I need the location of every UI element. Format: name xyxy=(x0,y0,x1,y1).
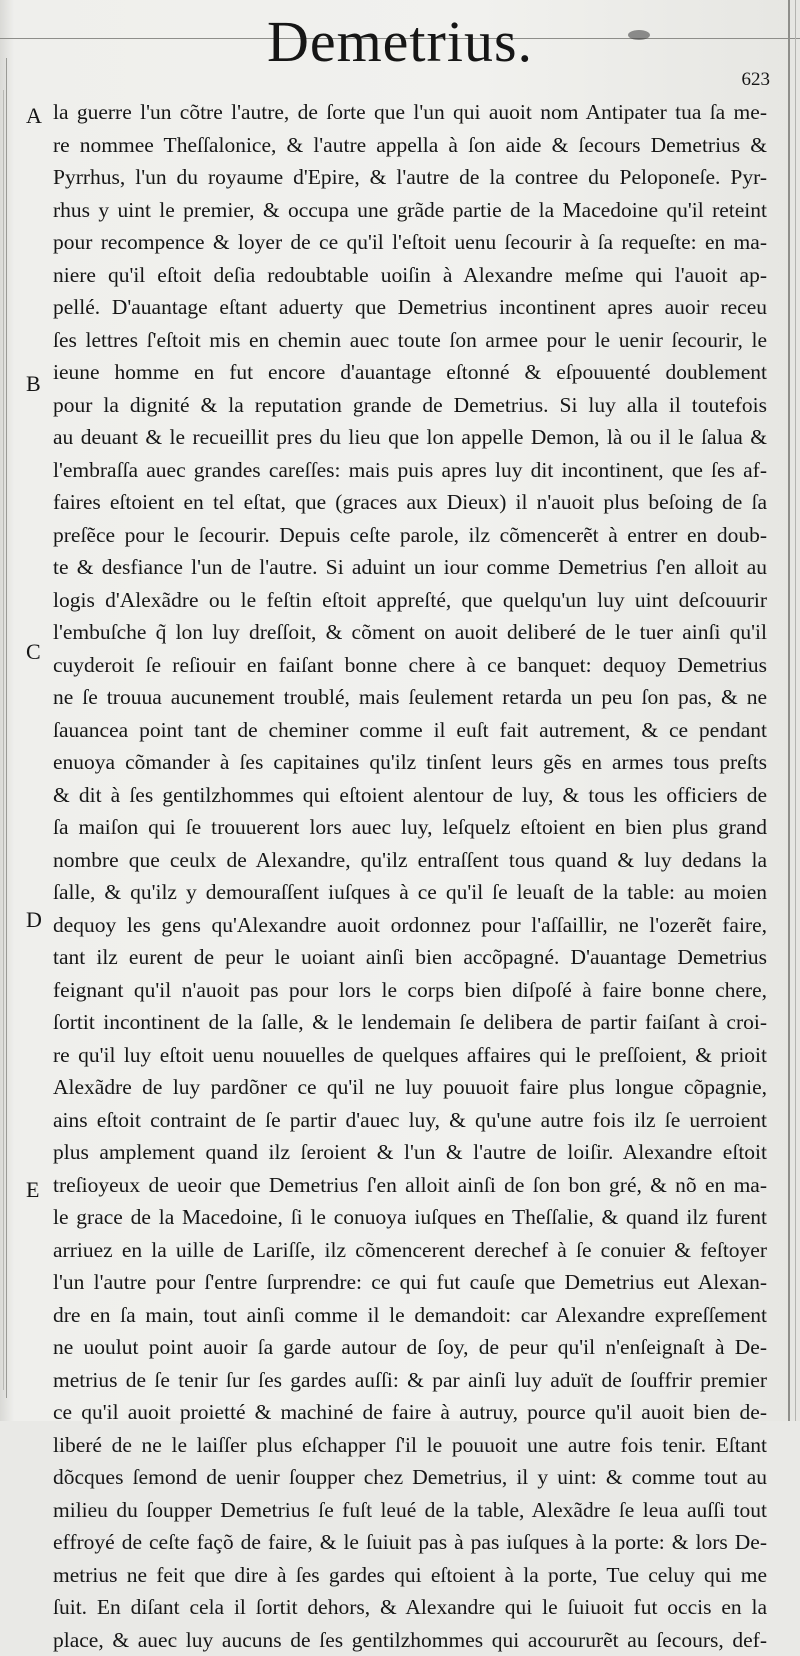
text-line: re nommee Theſſalonice, & l'autre appella à ſon aide & ſecours Demetrius & xyxy=(53,129,767,162)
text-line: ſa maiſon qui ſe trouuerent lors auec luy, leſquelz eſtoient en bien plus grand xyxy=(53,811,767,844)
text-line: dõcques ſemond de uenir ſoupper chez Demetrius, il y uint: & comme tout au xyxy=(53,1461,767,1494)
text-line: ſuit. En diſant cela il ſortit dehors, & Alexandre qui le ſuiuoit fut occis en la xyxy=(53,1591,767,1624)
text-line: niere qu'il eſtoit deſia redoubtable uoiſin à Alexandre meſme qui l'auoit ap- xyxy=(53,259,767,292)
text-line: pour la dignité & la reputation grande de Demetrius. Si luy alla il toutefois xyxy=(53,389,767,422)
text-line: dequoy les gens qu'Alexandre auoit ordonnez pour l'aſſaillir, ne l'ozerẽt faire, xyxy=(53,909,767,942)
section-marker-e: E xyxy=(26,1178,39,1202)
right-margin-rule xyxy=(788,0,790,1421)
text-line: faires eſtoient en tel eſtat, que (graces aux Dieux) il n'auoit plus beſoing de ſa xyxy=(53,486,767,519)
text-line: re qu'il luy eſtoit uenu nouuelles de quelques affaires qui le preſſoient, & prioit xyxy=(53,1039,767,1072)
section-marker-c: C xyxy=(26,640,41,664)
text-line: rhus y uint le premier, & occupa une grãde partie de la Macedoine qu'il reteint xyxy=(53,194,767,227)
text-line: metrius de ſe tenir ſur ſes gardes auſſi: & par ainſi luy aduït de ſouffrir premier xyxy=(53,1364,767,1397)
text-line: le grace de la Macedoine, ſi le conuoya iuſques en Theſſalie, & quand ilz furent xyxy=(53,1201,767,1234)
text-line: l'embuſche q̃ lon luy dreſſoit, & cõment on auoit deliberé de le tuer ainſi qu'il xyxy=(53,616,767,649)
text-line: preſẽce pour le ſecourir. Depuis ceſte parole, ilz cõmencerẽt à entrer en doub- xyxy=(53,519,767,552)
text-line: ce qu'il auoit proietté & machiné de faire à autruy, pource qu'il auoit bien de- xyxy=(53,1396,767,1429)
page-number: 623 xyxy=(742,70,771,90)
text-line: enuoya cõmander à ſes capitaines qu'ilz tinſent leurs gẽs en armes tous preſts xyxy=(53,746,767,779)
text-line: l'un l'autre pour ſ'entre ſurprendre: ce qui fut cauſe que Demetrius eut Alexan- xyxy=(53,1266,767,1299)
section-marker-b: B xyxy=(26,372,41,396)
text-line: metrius ne feit que dire à ſes gardes qui eſtoient à la porte, Tue celuy qui me xyxy=(53,1559,767,1592)
text-line: dre en ſa main, tout ainſi comme il le demandoit: car Alexandre expreſſement xyxy=(53,1299,767,1332)
text-line: & dit à ſes gentilzhommes qui eſtoient alentour de luy, & tous les officiers de xyxy=(53,779,767,812)
text-line: ains eſtoit contraint de ſe partir d'auec luy, & qu'une autre fois ilz ſe uerroient xyxy=(53,1104,767,1137)
left-margin-rule-outer xyxy=(3,90,4,1390)
left-margin-rule xyxy=(6,58,7,1398)
text-line: treſioyeux de ueoir que Demetrius ſ'en alloit ainſi de ſon bon gré, & nõ en ma- xyxy=(53,1169,767,1202)
text-line: logis d'Alexãdre ou le feſtin eſtoit appreſté, que quelqu'un luy uint deſcouurir xyxy=(53,584,767,617)
text-line: arriuez en la uille de Lariſſe, ilz cõmencerent derechef à ſe conuier & feſtoyer xyxy=(53,1234,767,1267)
running-header-title: Demetrius. xyxy=(0,10,800,74)
text-line: ieune homme en fut encore d'auantage eſtonné & eſpouuenté doublement xyxy=(53,356,767,389)
body-text xyxy=(53,96,767,1656)
text-line: place, & auec luy aucuns de ſes gentilzhommes qui accoururẽt au ſecours, def- xyxy=(53,1624,767,1656)
text-line: ne uoulut point auoir ſa garde autour de ſoy, de peur qu'il n'enſeignaſt à De- xyxy=(53,1331,767,1364)
text-line: l'embraſſa auec grandes careſſes: mais puis apres luy dit incontinent, que ſes af- xyxy=(53,454,767,487)
text-line: liberé de ne le laiſſer plus eſchapper ſ'il le pouuoit une autre fois tenir. Eſtant xyxy=(53,1429,767,1462)
section-marker-d: D xyxy=(26,908,42,932)
text-line: ſalle, & qu'ilz y demouraſſent iuſques à ce qu'il ſe leuaſt de la table: au moien xyxy=(53,876,767,909)
text-line: la guerre l'un cõtre l'autre, de ſorte que l'un qui auoit nom Antipater tua ſa me- xyxy=(53,96,767,129)
text-line: effroyé de ceſte façõ de faire, & le ſuiuit pas à pas iuſques à la porte: & lors De- xyxy=(53,1526,767,1559)
text-line: nombre que ceulx de Alexandre, qu'ilz entraſſent tous quand & luy dedans la xyxy=(53,844,767,877)
text-line: pour recompence & loyer de ce qu'il l'eſtoit uenu ſecourir à ſa requeſte: en ma- xyxy=(53,226,767,259)
text-line: ne ſe trouua aucunement troublé, mais ſeulement retarda un peu ſon pas, & ne xyxy=(53,681,767,714)
right-margin-rule-outer xyxy=(795,0,796,1421)
text-line: ſortit incontinent de la ſalle, & le lendemain ſe delibera de partir faiſant à croi- xyxy=(53,1006,767,1039)
text-line: milieu du ſoupper Demetrius ſe fuſt leué de la table, Alexãdre ſe leua auſſi tout xyxy=(53,1494,767,1527)
text-line: te & desfiance l'un de l'autre. Si aduint un iour comme Demetrius ſ'en alloit au xyxy=(53,551,767,584)
text-line: pellé. D'auantage eſtant aduerty que Demetrius incontinent apres auoir receu xyxy=(53,291,767,324)
section-marker-a: A xyxy=(26,104,42,128)
text-line: feignant qu'il n'auoit pas pour lors le corps bien diſpoſé à faire bonne chere, xyxy=(53,974,767,1007)
text-line: ſes lettres ſ'eſtoit mis en chemin auec toute ſon armee pour le uenir ſecourir, le xyxy=(53,324,767,357)
text-line: Pyrrhus, l'un du royaume d'Epire, & l'autre de la contree du Peloponeſe. Pyr- xyxy=(53,161,767,194)
text-line: cuyderoit ſe reſiouir en faiſant bonne chere à ce banquet: dequoy Demetrius xyxy=(53,649,767,682)
text-line: plus amplement quand ilz ſeroient & l'un & l'autre de loiſir. Alexandre eſtoit xyxy=(53,1136,767,1169)
text-line: tant ilz eurent de peur le uoiant ainſi bien accõpagné. D'auantage Demetrius xyxy=(53,941,767,974)
text-line: ſauancea point tant de cheminer comme il euſt fait autrement, & ce pendant xyxy=(53,714,767,747)
text-line: Alexãdre de luy pardõner ce qu'il ne luy pouuoit faire plus longue cõpagnie, xyxy=(53,1071,767,1104)
text-line: au deuant & le recueillit pres du lieu que lon appelle Demon, là ou il le ſalua & xyxy=(53,421,767,454)
